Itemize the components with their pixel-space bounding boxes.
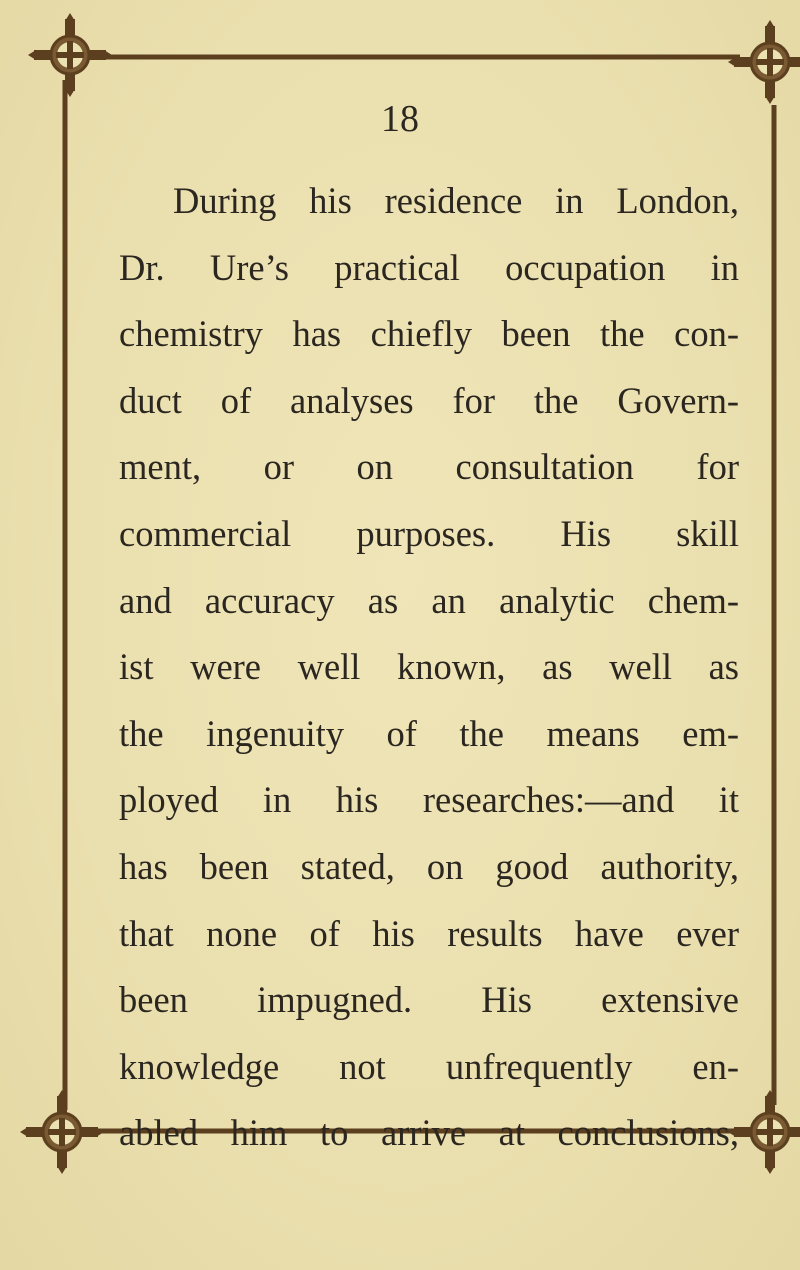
text-line: duct of analyses for the Govern- [119,379,739,421]
text-line: abled him to arrive at conclusions, [119,1112,739,1154]
text-line: chemistry has chiefly been the con- [119,313,739,355]
text-line: and accuracy as an analytic chem- [119,579,739,621]
cross-medallion-icon [728,20,800,104]
text-line: commercial purposes. His skill [119,512,739,554]
cross-medallion-icon [28,13,112,97]
text-line: ist were well known, as well as [119,646,739,688]
text-line: Dr. Ure’s practical occupation in [119,246,739,288]
text-line: the ingenuity of the means em- [119,712,739,754]
text-line: ment, or on consultation for [119,446,739,488]
text-line: been impugned. His extensive [119,979,739,1021]
text-line: knowledge not unfrequently en- [119,1045,739,1087]
text-line: has been stated, on good authority, [119,845,739,887]
text-line: During his residence in London, [173,180,739,221]
text-line: that none of his results have ever [119,912,739,954]
body-text [119,168,739,1167]
page-number: 18 [381,98,419,140]
text-line: ployed in his researches:—and it [119,779,739,821]
cross-medallion-icon [20,1090,104,1174]
